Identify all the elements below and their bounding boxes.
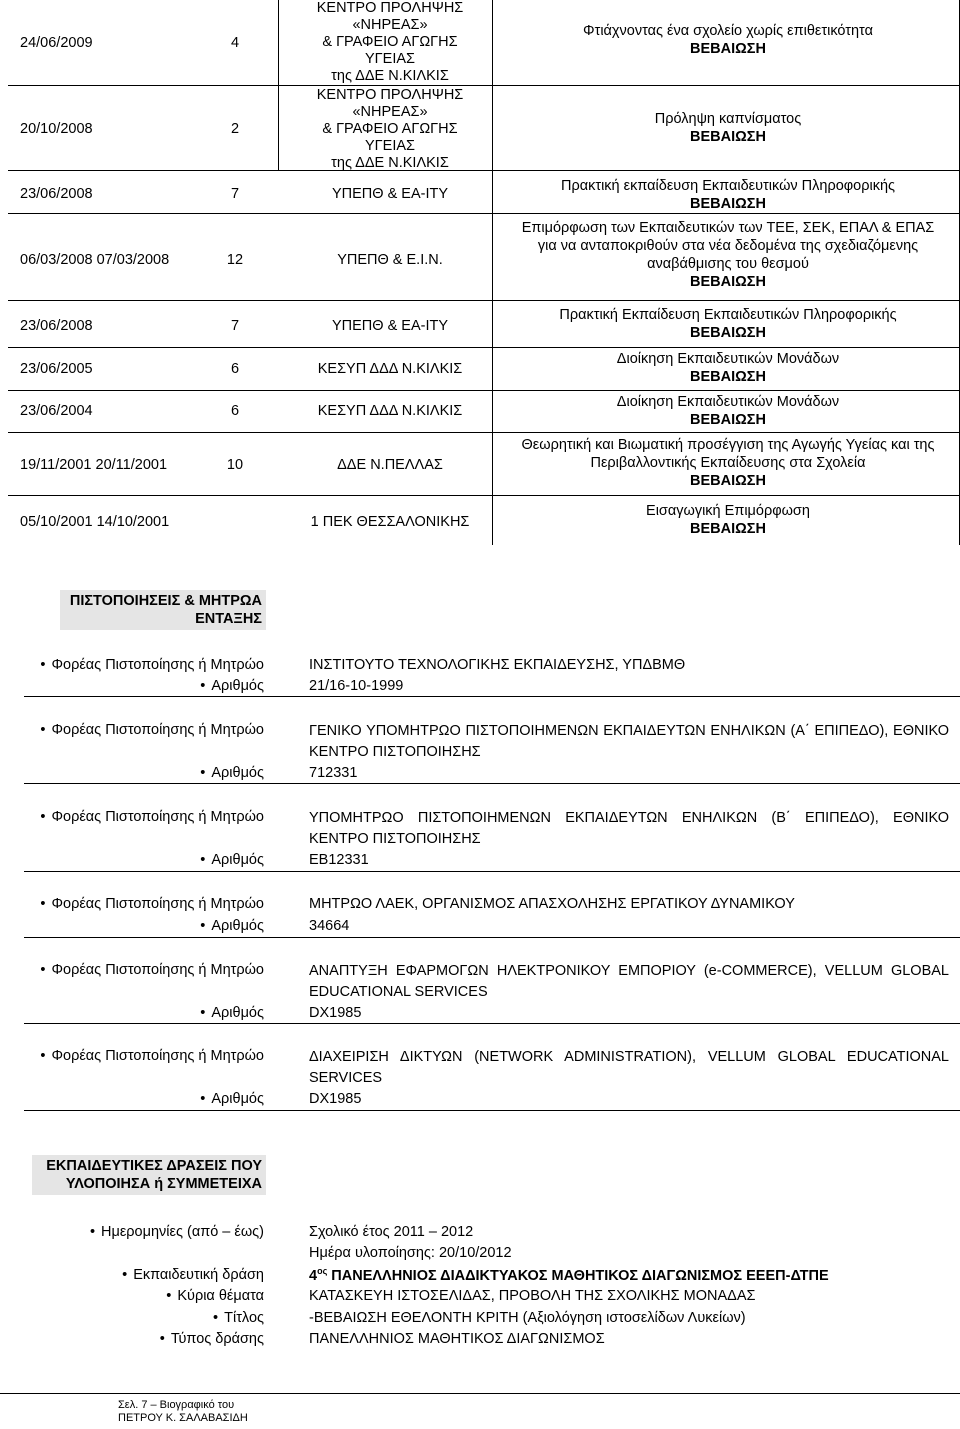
activity-action-value bbox=[309, 1266, 829, 1285]
activity-action-ordinal: ος bbox=[317, 1266, 328, 1276]
activity-title-label: • Τίτλος bbox=[213, 1309, 264, 1327]
training-status: ΒΕΒΑΙΩΣΗ bbox=[690, 325, 766, 342]
row-divider bbox=[492, 347, 960, 348]
training-date: 23/06/2004 bbox=[20, 403, 93, 419]
cert-number-value: 712331 bbox=[309, 765, 358, 781]
cert-number-label: • Αριθμός bbox=[200, 1004, 264, 1022]
cert-number-value: 21/16-10-1999 bbox=[309, 678, 404, 694]
activities-heading bbox=[32, 1155, 266, 1195]
training-entry bbox=[497, 393, 959, 429]
certifications-heading-line2: ΕΝΤΑΞΗΣ bbox=[195, 611, 262, 627]
training-hours: 10 bbox=[226, 457, 244, 473]
activities-heading-line1: ΕΚΠΑΙΔΕΥΤΙΚΕΣ ΔΡΑΣΕΙΣ ΠΟΥ bbox=[46, 1158, 262, 1174]
cert-divider bbox=[24, 937, 960, 938]
cert-divider bbox=[24, 1023, 960, 1024]
training-hours: 12 bbox=[226, 252, 244, 268]
training-date: 20/10/2008 bbox=[20, 121, 93, 137]
training-status: ΒΕΒΑΙΩΣΗ bbox=[690, 196, 766, 213]
training-organizer: ΥΠΕΠΘ & ΕΑ-ΙΤΥ bbox=[331, 186, 449, 202]
training-status: ΒΕΒΑΙΩΣΗ bbox=[690, 369, 766, 386]
activity-topics-value: ΚΑΤΑΣΚΕΥΗ ΙΣΤΟΣΕΛΙΔΑΣ, ΠΡΟΒΟΛΗ ΤΗΣ ΣΧΟΛΙΚΗΣ ΜΟΝΑΔΑΣ bbox=[309, 1288, 756, 1304]
footer-author: ΠΕΤΡΟΥ Κ. ΣΑΛΑΒΑΣΙΔΗ bbox=[118, 1412, 248, 1424]
row-divider bbox=[8, 495, 492, 496]
training-entry bbox=[497, 177, 959, 213]
activity-title-value: -ΒΕΒΑΙΩΣΗ ΕΘΕΛΟΝΤΗ ΚΡΙΤΗ (Αξιολόγηση ιστοσελίδων Λυκείων) bbox=[309, 1310, 746, 1326]
activity-action-name: ΠΑΝΕΛΛΗΝΙΟΣ ΔΙΑΔΙΚΤΥΑΚΟΣ ΜΑΘΗΤΙΚΟΣ ΔΙΑΓΩΝΙΣΜΟΣ ΕΕΕΠ-ΔΤΠΕ bbox=[327, 1267, 829, 1284]
cert-divider bbox=[24, 696, 960, 697]
cert-body-value: ΔΙΑΧΕΙΡΙΣΗ ΔΙΚΤΥΩΝ (NETWORK ADMINISTRATION), VELLUM GLOBAL EDUCATIONAL SERVICES bbox=[309, 1049, 949, 1086]
training-status: ΒΕΒΑΙΩΣΗ bbox=[690, 274, 766, 291]
training-date: 06/03/2008 07/03/2008 bbox=[20, 252, 170, 268]
cert-number-label: • Αριθμός bbox=[200, 764, 264, 782]
activity-action-label: • Εκπαιδευτική δράση bbox=[122, 1266, 264, 1284]
certifications-heading bbox=[60, 590, 266, 630]
training-entry bbox=[497, 110, 959, 146]
page-footer bbox=[118, 1399, 248, 1425]
training-status: ΒΕΒΑΙΩΣΗ bbox=[690, 41, 766, 58]
row-divider bbox=[492, 495, 960, 496]
row-divider bbox=[8, 347, 492, 348]
cert-body-label: • Φορέας Πιστοποίησης ή Μητρώο bbox=[40, 808, 264, 826]
cert-number-label: • Αριθμός bbox=[200, 1090, 264, 1108]
training-entry bbox=[497, 219, 959, 292]
training-hours: 6 bbox=[230, 403, 240, 419]
training-title: Θεωρητική και Βιωματική προσέγγιση της Αγωγής Υγείας και της Περιβαλλοντικής Εκπαίδευσης στα Σχολεία bbox=[521, 437, 935, 472]
training-entry bbox=[497, 306, 959, 342]
training-status: ΒΕΒΑΙΩΣΗ bbox=[690, 521, 766, 538]
cert-number-label: • Αριθμός bbox=[200, 677, 264, 695]
cert-divider bbox=[24, 871, 960, 872]
training-organizer: ΚΕΝΤΡΟ ΠΡΟΛΗΨΗΣ «ΝΗΡΕΑΣ» & ΓΡΑΦΕΙΟ ΑΓΩΓΗΣ ΥΓΕΙΑΣ της ΔΔΕ Ν.ΚΙΛΚΙΣ bbox=[316, 87, 464, 171]
cert-number-value: 34664 bbox=[309, 918, 350, 934]
training-hours: 6 bbox=[230, 361, 240, 377]
row-divider bbox=[492, 300, 960, 301]
training-entry bbox=[497, 436, 959, 490]
cert-number-label: • Αριθμός bbox=[200, 851, 264, 869]
row-divider bbox=[492, 432, 960, 433]
training-date: 05/10/2001 14/10/2001 bbox=[20, 514, 170, 530]
activity-type-label: • Τύπος δράσης bbox=[160, 1330, 264, 1348]
row-divider bbox=[8, 85, 492, 86]
cert-body-label: • Φορέας Πιστοποίησης ή Μητρώο bbox=[40, 895, 264, 913]
cert-divider bbox=[24, 1110, 960, 1111]
training-organizer: ΚΕΣΥΠ ΔΔΔ Ν.ΚΙΛΚΙΣ bbox=[317, 361, 463, 377]
training-hours: 4 bbox=[230, 35, 240, 51]
activity-dates-value: Σχολικό έτος 2011 – 2012 bbox=[309, 1224, 474, 1240]
training-entry bbox=[497, 22, 959, 58]
activity-implementation-date: Ημέρα υλοποίησης: 20/10/2012 bbox=[309, 1245, 512, 1261]
footer-page-info: Σελ. 7 – Βιογραφικό του bbox=[118, 1399, 235, 1411]
row-divider bbox=[8, 300, 492, 301]
training-status: ΒΕΒΑΙΩΣΗ bbox=[690, 473, 766, 490]
training-hours: 7 bbox=[230, 186, 240, 202]
cert-body-value: ΥΠΟΜΗΤΡΩΟ ΠΙΣΤΟΠΟΙΗΜΕΝΩΝ ΕΚΠΑΙΔΕΥΤΩΝ ΕΝΗΛΙΚΩΝ (Β΄ ΕΠΙΠΕΔΟ), ΕΘΝΙΚΟ ΚΕΝΤΡΟ ΠΙΣΤΟΠΟΙΗΣΗΣ bbox=[309, 810, 949, 847]
training-title: Πρόληψη καπνίσματος bbox=[654, 111, 802, 127]
row-divider bbox=[492, 170, 960, 171]
cert-divider bbox=[24, 783, 960, 784]
row-divider bbox=[492, 85, 960, 86]
activities-heading-line2: ΥΛΟΠΟΙΗΣΑ ή ΣΥΜΜΕΤΕΙΧΑ bbox=[65, 1176, 262, 1192]
activity-topics-label: • Κύρια θέματα bbox=[166, 1287, 264, 1305]
training-date: 24/06/2009 bbox=[20, 35, 93, 51]
activity-action-number: 4 bbox=[309, 1267, 318, 1284]
training-status: ΒΕΒΑΙΩΣΗ bbox=[690, 412, 766, 429]
cert-body-label: • Φορέας Πιστοποίησης ή Μητρώο bbox=[40, 961, 264, 979]
training-organizer: ΔΔΕ Ν.ΠΕΛΛΑΣ bbox=[337, 457, 443, 473]
training-organizer: ΚΕΣΥΠ ΔΔΔ Ν.ΚΙΛΚΙΣ bbox=[317, 403, 463, 419]
training-organizer: ΚΕΝΤΡΟ ΠΡΟΛΗΨΗΣ «ΝΗΡΕΑΣ» & ΓΡΑΦΕΙΟ ΑΓΩΓΗΣ ΥΓΕΙΑΣ της ΔΔΕ Ν.ΚΙΛΚΙΣ bbox=[316, 0, 464, 84]
row-divider bbox=[8, 432, 492, 433]
training-title: Πρακτική εκπαίδευση Εκπαιδευτικών Πληροφορικής bbox=[560, 178, 896, 194]
activity-type-value: ΠΑΝΕΛΛΗΝΙΟΣ ΜΑΘΗΤΙΚΟΣ ΔΙΑΓΩΝΙΣΜΟΣ bbox=[309, 1331, 605, 1347]
cert-body-value: ΙΝΣΤΙΤΟΥΤΟ ΤΕΧΝΟΛΟΓΙΚΗΣ ΕΚΠΑΙΔΕΥΣΗΣ, ΥΠΔΒΜΘ bbox=[309, 657, 686, 673]
training-title: Επιμόρφωση των Εκπαιδευτικών των ΤΕΕ, ΣΕΚ, ΕΠΑΛ & ΕΠΑΣ για να ανταποκριθούν στα νέα δεδομένα της σχεδιαζόμενης αναβάθμισης του θεσμού bbox=[521, 220, 935, 273]
training-table bbox=[0, 0, 960, 545]
cert-body-label: • Φορέας Πιστοποίησης ή Μητρώο bbox=[40, 656, 264, 674]
training-organizer: ΥΠΕΠΘ & ΕΑ-ΙΤΥ bbox=[331, 318, 449, 334]
certifications-heading-line1: ΠΙΣΤΟΠΟΙΗΣΕΙΣ & ΜΗΤΡΩΑ bbox=[69, 593, 262, 609]
training-title: Διοίκηση Εκπαιδευτικών Μονάδων bbox=[616, 394, 840, 410]
training-title: Εισαγωγική Επιμόρφωση bbox=[646, 503, 810, 519]
training-date: 23/06/2008 bbox=[20, 318, 93, 334]
training-entry bbox=[497, 350, 959, 386]
cert-body-value: ΜΗΤΡΩΟ ΛΑΕΚ, ΟΡΓΑΝΙΣΜΟΣ ΑΠΑΣΧΟΛΗΣΗΣ ΕΡΓΑΤΙΚΟΥ ΔΥΝΑΜΙΚΟΥ bbox=[309, 896, 795, 912]
training-date: 23/06/2005 bbox=[20, 361, 93, 377]
training-date: 19/11/2001 20/11/2001 bbox=[20, 457, 168, 473]
cert-body-value: ΑΝΑΠΤΥΞΗ ΕΦΑΡΜΟΓΩΝ ΗΛΕΚΤΡΟΝΙΚΟΥ ΕΜΠΟΡΙΟΥ (e-COMMERCE), VELLUM GLOBAL EDUCATIONAL SERVICES bbox=[309, 963, 949, 1000]
cert-body-label: • Φορέας Πιστοποίησης ή Μητρώο bbox=[40, 721, 264, 739]
cert-number-value: ΕΒ12331 bbox=[309, 852, 369, 868]
activity-dates-label: • Ημερομηνίες (από – έως) bbox=[90, 1223, 264, 1241]
training-title: Διοίκηση Εκπαιδευτικών Μονάδων bbox=[616, 351, 840, 367]
row-divider bbox=[8, 213, 492, 214]
row-divider bbox=[8, 390, 492, 391]
footer-divider bbox=[0, 1393, 960, 1394]
training-organizer: 1 ΠΕΚ ΘΕΣΣΑΛΟΝΙΚΗΣ bbox=[310, 514, 470, 530]
training-organizer: ΥΠΕΠΘ & Ε.Ι.Ν. bbox=[337, 252, 443, 268]
training-title: Φτιάχνοντας ένα σχολείο χωρίς επιθετικότητα bbox=[583, 23, 873, 39]
cert-number-value: DX1985 bbox=[309, 1005, 362, 1021]
training-entry bbox=[497, 502, 959, 538]
column-divider bbox=[492, 0, 493, 545]
cert-number-value: DX1985 bbox=[309, 1091, 362, 1107]
training-date: 23/06/2008 bbox=[20, 186, 93, 202]
row-divider bbox=[492, 390, 960, 391]
cert-body-value: ΓΕΝΙΚΟ ΥΠΟΜΗΤΡΩΟ ΠΙΣΤΟΠΟΙΗΜΕΝΩΝ ΕΚΠΑΙΔΕΥΤΩΝ ΕΝΗΛΙΚΩΝ (Α΄ ΕΠΙΠΕΔΟ), ΕΘΝΙΚΟ ΚΕΝΤΡΟ ΠΙΣΤΟΠΟΙΗΣΗΣ bbox=[309, 723, 949, 760]
training-status: ΒΕΒΑΙΩΣΗ bbox=[690, 129, 766, 146]
training-title: Πρακτική Εκπαίδευση Εκπαιδευτικών Πληροφορικής bbox=[559, 307, 897, 323]
training-hours: 2 bbox=[230, 121, 240, 137]
cert-body-label: • Φορέας Πιστοποίησης ή Μητρώο bbox=[40, 1047, 264, 1065]
training-hours: 7 bbox=[230, 318, 240, 334]
cert-number-label: • Αριθμός bbox=[200, 917, 264, 935]
